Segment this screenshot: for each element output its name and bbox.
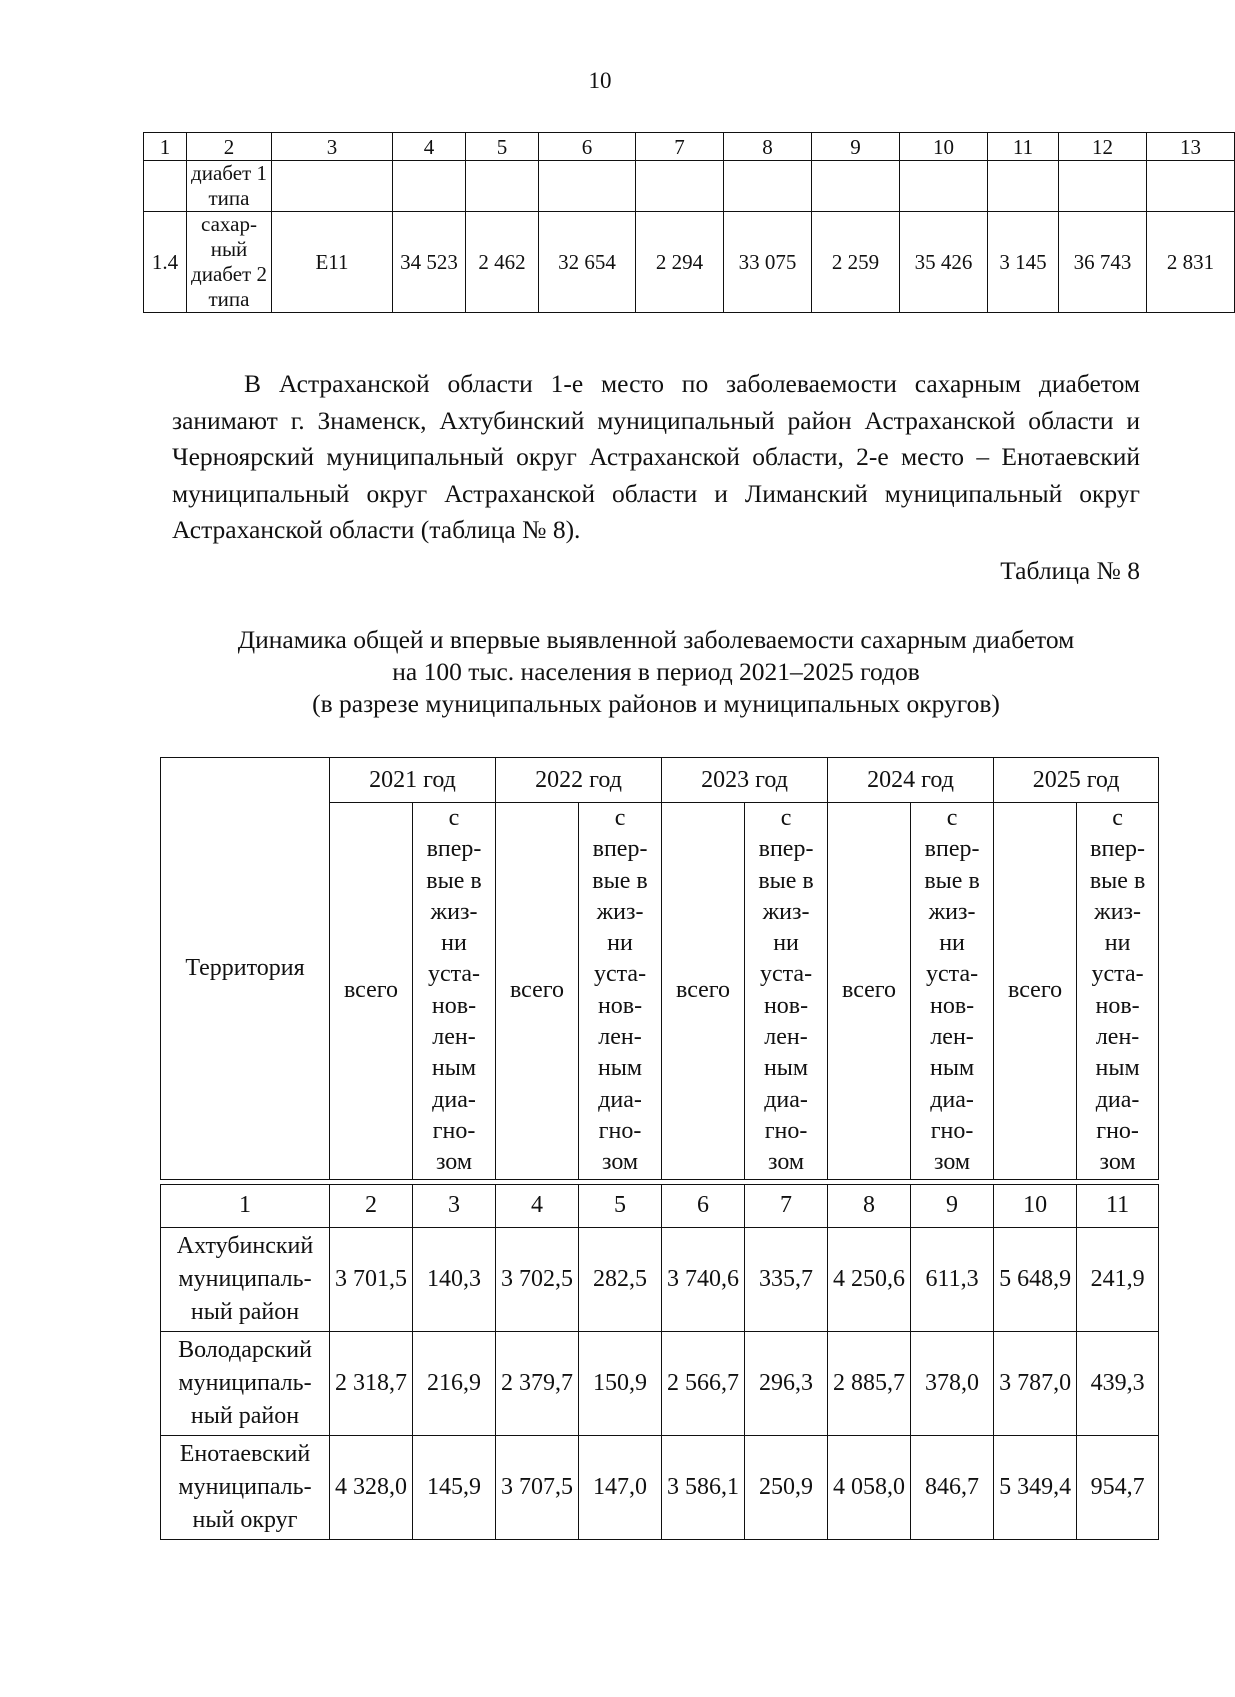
first-time-header-line: с bbox=[614, 805, 626, 831]
column-number: 3 bbox=[413, 1184, 496, 1227]
column-number: 2 bbox=[330, 1184, 413, 1227]
table-cell: 145,9 bbox=[413, 1435, 496, 1539]
table-cell: 5 349,4 bbox=[994, 1435, 1077, 1539]
first-time-header bbox=[745, 803, 828, 1180]
first-time-header-line: жиз- bbox=[1094, 898, 1142, 925]
first-time-header-line: впер- bbox=[1090, 836, 1145, 863]
first-time-header-line: жиз- bbox=[596, 898, 644, 925]
first-time-header-line: диа- bbox=[598, 1086, 642, 1113]
territory-header: Территория bbox=[161, 758, 330, 1180]
table-cell: 3 586,1 bbox=[662, 1435, 745, 1539]
first-time-header-line: вые в bbox=[426, 867, 482, 894]
table-cell bbox=[988, 161, 1059, 212]
table-cell: 150,9 bbox=[579, 1331, 662, 1435]
column-number-row bbox=[161, 1184, 1159, 1227]
column-number: 1 bbox=[161, 1184, 330, 1227]
first-time-header bbox=[413, 803, 496, 1180]
page-number: 10 bbox=[588, 68, 612, 93]
first-time-header-line: с bbox=[946, 805, 958, 831]
column-number: 5 bbox=[579, 1184, 662, 1227]
first-time-header-line: диа- bbox=[764, 1086, 808, 1113]
first-time-header-line: ни bbox=[441, 930, 467, 957]
territory-name-line: муниципаль- bbox=[178, 1473, 312, 1500]
column-number: 1 bbox=[144, 133, 187, 161]
territory-name-line: ный район bbox=[190, 1402, 300, 1429]
first-time-header-line: гно- bbox=[598, 1117, 642, 1144]
territory-name bbox=[161, 1227, 330, 1331]
table-cell: 2 566,7 bbox=[662, 1331, 745, 1435]
first-time-header-line: ным bbox=[763, 1055, 809, 1082]
first-time-header-line: диа- bbox=[432, 1086, 476, 1113]
disease-name-line: диабет 1 bbox=[191, 161, 267, 185]
column-number-row bbox=[144, 133, 1235, 161]
territory-name bbox=[161, 1331, 330, 1435]
first-time-header-line: вые в bbox=[924, 867, 980, 894]
first-time-header-line: гно- bbox=[764, 1117, 808, 1144]
first-time-header-line: ни bbox=[1104, 930, 1131, 957]
table-cell: 4 328,0 bbox=[330, 1435, 413, 1539]
table-cell: 4 058,0 bbox=[828, 1435, 911, 1539]
table-cell: 140,3 bbox=[413, 1227, 496, 1331]
column-number: 5 bbox=[466, 133, 539, 161]
icd-code bbox=[272, 161, 393, 212]
first-time-header-line: нов- bbox=[597, 992, 643, 1019]
table-cell bbox=[636, 161, 724, 212]
first-time-header-line: уста- bbox=[1091, 961, 1144, 988]
table-title-line: (в разрезе муниципальных районов и муниципальных округов) bbox=[312, 689, 1000, 718]
first-time-header-line: гно- bbox=[432, 1117, 476, 1144]
table-cell: 846,7 bbox=[911, 1435, 994, 1539]
disease-name-line: ный bbox=[210, 237, 248, 261]
table-cell: 3 702,5 bbox=[496, 1227, 579, 1331]
table-cell bbox=[1059, 161, 1147, 212]
table-cell: 296,3 bbox=[745, 1331, 828, 1435]
column-number: 11 bbox=[988, 133, 1059, 161]
first-time-header-line: зом bbox=[768, 1149, 805, 1176]
table-cell: 250,9 bbox=[745, 1435, 828, 1539]
first-time-header-line: уста- bbox=[760, 961, 813, 988]
disease-name-line: диабет 2 bbox=[191, 262, 267, 286]
column-number: 7 bbox=[636, 133, 724, 161]
first-time-header-line: уста- bbox=[926, 961, 979, 988]
first-time-header-line: жиз- bbox=[762, 898, 810, 925]
first-time-header-line: жиз- bbox=[430, 898, 478, 925]
table-title-line: на 100 тыс. населения в период 2021–2025 годов bbox=[392, 657, 920, 686]
table-cell: 335,7 bbox=[745, 1227, 828, 1331]
table-cell: 3 707,5 bbox=[496, 1435, 579, 1539]
column-number: 9 bbox=[812, 133, 900, 161]
territory-name bbox=[161, 1435, 330, 1539]
first-time-header bbox=[579, 803, 662, 1180]
territory-name-line: Володарский bbox=[178, 1336, 312, 1363]
first-time-header bbox=[911, 803, 994, 1180]
disease-name-line: сахар- bbox=[201, 212, 257, 236]
territory-name-line: ный район bbox=[190, 1298, 300, 1325]
table-cell: 32 654 bbox=[539, 212, 636, 313]
first-time-header-line: вые в bbox=[592, 867, 648, 894]
territory-name-line: муниципаль- bbox=[178, 1265, 312, 1292]
table-cell: 216,9 bbox=[413, 1331, 496, 1435]
first-time-header-line: ни bbox=[773, 930, 799, 957]
column-number: 4 bbox=[496, 1184, 579, 1227]
first-time-header-line: впер- bbox=[758, 836, 814, 863]
territory-name-line: ный округ bbox=[192, 1506, 298, 1533]
first-time-header-line: лен- bbox=[764, 1024, 808, 1051]
first-time-header-line: зом bbox=[1099, 1149, 1136, 1176]
column-number: 12 bbox=[1059, 133, 1147, 161]
first-time-header-line: вые в bbox=[1089, 867, 1146, 894]
first-time-header-line: с bbox=[1112, 805, 1123, 831]
table-cell bbox=[1147, 161, 1235, 212]
first-time-header-line: зом bbox=[601, 1149, 639, 1176]
table-cell: 241,9 bbox=[1077, 1227, 1159, 1331]
table-row bbox=[161, 1227, 1159, 1331]
first-time-header-line: нов- bbox=[763, 992, 809, 1019]
table-cell: 2 294 bbox=[636, 212, 724, 313]
table-cell: 3 787,0 bbox=[994, 1331, 1077, 1435]
total-header: всего bbox=[496, 803, 579, 1180]
table-row bbox=[144, 161, 1235, 212]
column-number: 11 bbox=[1077, 1184, 1159, 1227]
table-cell: 3 701,5 bbox=[330, 1227, 413, 1331]
first-time-header-line: с bbox=[448, 805, 460, 831]
table-cell bbox=[466, 161, 539, 212]
disease-name-line: типа bbox=[208, 287, 250, 311]
first-time-header-line: зом bbox=[934, 1149, 971, 1176]
table-row bbox=[161, 1331, 1159, 1435]
table8 bbox=[160, 757, 1159, 1540]
table-label: Таблица № 8 bbox=[1000, 556, 1140, 585]
year-header-row bbox=[161, 758, 1159, 803]
row-number bbox=[144, 161, 187, 212]
table-cell: 5 648,9 bbox=[994, 1227, 1077, 1331]
first-time-header-line: гно- bbox=[930, 1117, 974, 1144]
first-time-header-line: нов- bbox=[1095, 992, 1140, 1019]
column-number: 8 bbox=[724, 133, 812, 161]
first-time-header-line: лен- bbox=[1095, 1024, 1140, 1051]
first-time-header-line: лен- bbox=[598, 1024, 642, 1051]
table-cell: 3 145 bbox=[988, 212, 1059, 313]
table-cell: 4 250,6 bbox=[828, 1227, 911, 1331]
first-time-header-line: зом bbox=[435, 1149, 473, 1176]
table-cell: 2 318,7 bbox=[330, 1331, 413, 1435]
first-time-header bbox=[1077, 803, 1159, 1180]
first-time-header-line: жиз- bbox=[928, 898, 976, 925]
table-cell: 282,5 bbox=[579, 1227, 662, 1331]
table-row bbox=[144, 212, 1235, 313]
disease-name bbox=[187, 212, 272, 313]
table-cell bbox=[539, 161, 636, 212]
disease-name bbox=[187, 161, 272, 212]
first-time-header-line: диа- bbox=[930, 1086, 974, 1113]
table-cell: 34 523 bbox=[393, 212, 466, 313]
table-cell: 2 462 bbox=[466, 212, 539, 313]
disease-name-line: типа bbox=[208, 186, 250, 210]
total-header: всего bbox=[994, 803, 1077, 1180]
column-number: 4 bbox=[393, 133, 466, 161]
total-header: всего bbox=[330, 803, 413, 1180]
first-time-header-line: впер- bbox=[592, 836, 648, 863]
column-number: 10 bbox=[900, 133, 988, 161]
column-number: 3 bbox=[272, 133, 393, 161]
column-number: 6 bbox=[662, 1184, 745, 1227]
first-time-header-line: ни bbox=[939, 930, 965, 957]
first-time-header-line: лен- bbox=[930, 1024, 974, 1051]
table-cell: 147,0 bbox=[579, 1435, 662, 1539]
table-cell: 3 740,6 bbox=[662, 1227, 745, 1331]
first-time-header-line: нов- bbox=[929, 992, 975, 1019]
table-cell: 954,7 bbox=[1077, 1435, 1159, 1539]
first-time-header-line: с bbox=[780, 805, 792, 831]
first-time-header-line: вые в bbox=[758, 867, 814, 894]
table-row bbox=[161, 1435, 1159, 1539]
column-number: 13 bbox=[1147, 133, 1235, 161]
column-number: 7 bbox=[745, 1184, 828, 1227]
first-time-header-line: впер- bbox=[924, 836, 980, 863]
first-time-header-line: ным bbox=[929, 1055, 975, 1082]
table-cell: 2 885,7 bbox=[828, 1331, 911, 1435]
table-cell: 36 743 bbox=[1059, 212, 1147, 313]
year-header: 2024 год bbox=[828, 758, 994, 803]
year-header: 2022 год bbox=[496, 758, 662, 803]
table-title bbox=[172, 624, 1140, 720]
table-cell: 33 075 bbox=[724, 212, 812, 313]
column-number: 9 bbox=[911, 1184, 994, 1227]
table-cell: 2 831 bbox=[1147, 212, 1235, 313]
body-paragraph: В Астраханской области 1-е место по заболеваемости сахарным диабетом занимают г. Знаменск, Ахтубинский муниципальный район Астраханской области и Черноярский муниципальный округ Астраханской области, 2-е место – Енотаевский муниципальный округ Астраханской области и Лиманский муниципальный округ Астраханской области (таблица № 8). bbox=[172, 369, 1140, 544]
column-number: 2 bbox=[187, 133, 272, 161]
first-time-header-line: ни bbox=[607, 930, 633, 957]
first-time-header-line: ным bbox=[597, 1055, 643, 1082]
table-cell: 2 259 bbox=[812, 212, 900, 313]
first-time-header-line: лен- bbox=[432, 1024, 476, 1051]
territory-name-line: Ахтубинский bbox=[176, 1232, 314, 1259]
total-header: всего bbox=[828, 803, 911, 1180]
first-time-header-line: ным bbox=[431, 1055, 477, 1082]
first-time-header-line: ным bbox=[1095, 1055, 1140, 1082]
table-cell: 439,3 bbox=[1077, 1331, 1159, 1435]
first-time-header-line: диа- bbox=[1095, 1086, 1140, 1113]
table-cell: 2 379,7 bbox=[496, 1331, 579, 1435]
first-time-header-line: впер- bbox=[426, 836, 482, 863]
table-cell bbox=[900, 161, 988, 212]
table-cell: 35 426 bbox=[900, 212, 988, 313]
table-cell bbox=[812, 161, 900, 212]
column-number: 8 bbox=[828, 1184, 911, 1227]
year-header: 2025 год bbox=[994, 758, 1159, 803]
territory-name-line: Енотаевский bbox=[179, 1440, 311, 1467]
table-cell: 611,3 bbox=[911, 1227, 994, 1331]
table-cell bbox=[724, 161, 812, 212]
first-time-header-line: гно- bbox=[1096, 1117, 1139, 1144]
year-header: 2021 год bbox=[330, 758, 496, 803]
column-number: 6 bbox=[539, 133, 636, 161]
table-cell: 378,0 bbox=[911, 1331, 994, 1435]
icd-code: E11 bbox=[272, 212, 393, 313]
row-number: 1.4 bbox=[144, 212, 187, 313]
first-time-header-line: уста- bbox=[593, 961, 647, 988]
territory-name-line: муниципаль- bbox=[178, 1369, 312, 1396]
column-number: 10 bbox=[994, 1184, 1077, 1227]
table-cell bbox=[393, 161, 466, 212]
total-header: всего bbox=[662, 803, 745, 1180]
first-time-header-line: уста- bbox=[427, 961, 481, 988]
first-time-header-line: нов- bbox=[431, 992, 477, 1019]
table-title-line: Динамика общей и впервые выявленной заболеваемости сахарным диабетом bbox=[237, 625, 1075, 654]
year-header: 2023 год bbox=[662, 758, 828, 803]
continued-table bbox=[143, 132, 1235, 313]
